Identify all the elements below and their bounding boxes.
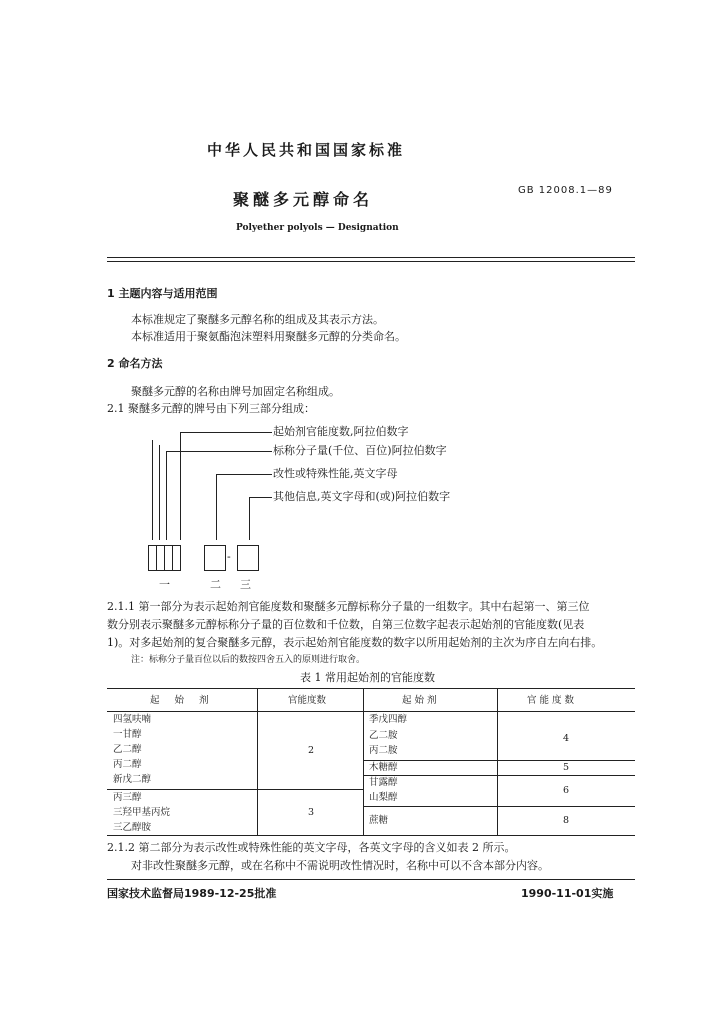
part-three-box [237, 545, 259, 571]
diagram-label-2: 标称分子量(千位、百位)阿拉伯数字 [273, 444, 447, 457]
leader-line-3 [216, 474, 272, 475]
table-header-functionality-right: 官 能 度 数 [527, 695, 575, 706]
table-row: 木糖醇 [369, 762, 398, 773]
section-1-heading: 1 主题内容与适用范围 [107, 287, 218, 300]
leader-line-2 [166, 451, 272, 452]
table-row: 丙二醇 [113, 759, 142, 770]
leader-vertical-e [216, 474, 217, 540]
leader-vertical-c [166, 451, 167, 540]
table-row: 蔗糖 [369, 815, 389, 826]
diagram-label-1: 起始剂官能度数,阿拉伯数字 [273, 425, 409, 438]
leader-line-1 [180, 432, 272, 433]
standard-org-title: 中华人民共和国国家标准 [207, 141, 406, 159]
section-2-paragraph-1: 聚醚多元醇的名称由牌号加固定名称组成。 [131, 385, 340, 398]
part-two-label: 二 [210, 578, 221, 591]
english-title: Polyether polyols — Designation [236, 223, 399, 233]
part-three-label: 三 [240, 578, 251, 591]
standard-code: GB 12008.1—89 [518, 185, 613, 196]
header-rule-bottom [107, 261, 635, 262]
table-row: 丙三醇 [113, 792, 142, 803]
part-one-label: 一 [159, 578, 170, 591]
leader-vertical-f [249, 497, 250, 540]
table-row: 甘露醇 [369, 777, 398, 788]
table-header-rule [107, 711, 635, 712]
table-header-initiator-right: 起 始 剂 [402, 695, 437, 706]
header-rule-top [107, 257, 635, 258]
diagram-label-3: 改性或特殊性能,英文字母 [273, 467, 398, 480]
part-two-box [204, 545, 226, 571]
table-bottom-rule [107, 835, 635, 836]
section-2-1-1-note: 注：标称分子量百位以后的数按四舍五入的原则进行取舍。 [131, 655, 366, 665]
table-col-sep-1 [257, 688, 258, 835]
document-title: 聚醚多元醇命名 [233, 190, 374, 209]
section-2-1-2-line-1: 2.1.2 第二部分为表示改性或特殊性能的英文字母，各英文字母的含义如表 2 所示。 [107, 841, 516, 854]
table-row: 四氢呋喃 [113, 714, 152, 725]
section-2-heading: 2 命名方法 [107, 357, 163, 370]
table-row: 丙二胺 [369, 745, 398, 756]
table-row: 新戊二醇 [113, 774, 152, 785]
diagram-label-4: 其他信息,英文字母和(或)阿拉伯数字 [273, 490, 451, 503]
section-2-1-2-line-2: 对非改性聚醚多元醇，或在名称中不需说明改性情况时，名称中可以不含本部分内容。 [131, 859, 549, 872]
section-1-paragraph-1: 本标准规定了聚醚多元醇名称的组成及其表示方法。 [131, 313, 384, 326]
table-left-functionality-3: 3 [308, 807, 315, 818]
table-row: 三乙醇胺 [113, 822, 152, 833]
table-top-rule [107, 688, 635, 689]
approval-date: 国家技术监督局1989-12-25批准 [107, 887, 277, 900]
table-header-functionality-left: 官能度数 [288, 695, 327, 706]
table-row: 季戊四醇 [369, 714, 408, 725]
table-left-functionality-2: 2 [308, 745, 315, 756]
table-right-functionality-6: 6 [563, 785, 570, 796]
table-1-caption: 表 1 常用起始剂的官能度数 [300, 671, 435, 684]
table-right-rule-3 [363, 775, 635, 776]
section-2-1-1-line-1: 2.1.1 第一部分为表示起始剂官能度数和聚醚多元醇标称分子量的一组数字。其中右起第一、第三位 [107, 600, 590, 613]
table-left-group-rule [107, 789, 363, 790]
section-2-1-heading: 2.1 聚醚多元醇的牌号由下列三部分组成： [107, 402, 315, 415]
table-right-rule-4 [363, 806, 635, 807]
section-1-paragraph-2: 本标准适用于聚氨酯泡沫塑料用聚醚多元醇的分类命名。 [131, 330, 406, 343]
effective-date: 1990-11-01实施 [521, 887, 614, 900]
leader-vertical-a [152, 440, 153, 540]
table-right-rule-2 [363, 760, 635, 761]
table-right-functionality-5: 5 [563, 762, 570, 773]
table-row: 一甘醇 [113, 729, 142, 740]
footer-rule [107, 879, 635, 880]
part-one-digit-box-4 [172, 545, 181, 571]
leader-vertical-d [180, 432, 181, 540]
table-col-sep-2 [363, 688, 364, 835]
table-col-sep-3 [497, 688, 498, 835]
table-header-initiator-left: 起 始 剂 [150, 695, 215, 706]
section-2-1-1-line-3: 1)。对多起始剂的复合聚醚多元醇，表示起始剂官能度数的数字以所用起始剂的主次为序自左向右排。 [107, 636, 603, 649]
leader-line-4 [249, 497, 272, 498]
table-row: 山梨醇 [369, 792, 398, 803]
table-row: 乙二胺 [369, 730, 398, 741]
table-right-functionality-4: 4 [563, 733, 570, 744]
table-row: 三羟甲基丙烷 [113, 807, 171, 818]
section-2-1-1-line-2: 数分别表示聚醚多元醇标称分子量的百位数和千位数，自第三位数字起表示起始剂的官能度数(见表 [107, 618, 585, 631]
part-separator-dash: - [227, 550, 231, 563]
table-row: 乙二醇 [113, 744, 142, 755]
table-right-functionality-8: 8 [563, 815, 570, 826]
leader-vertical-b [159, 445, 160, 540]
